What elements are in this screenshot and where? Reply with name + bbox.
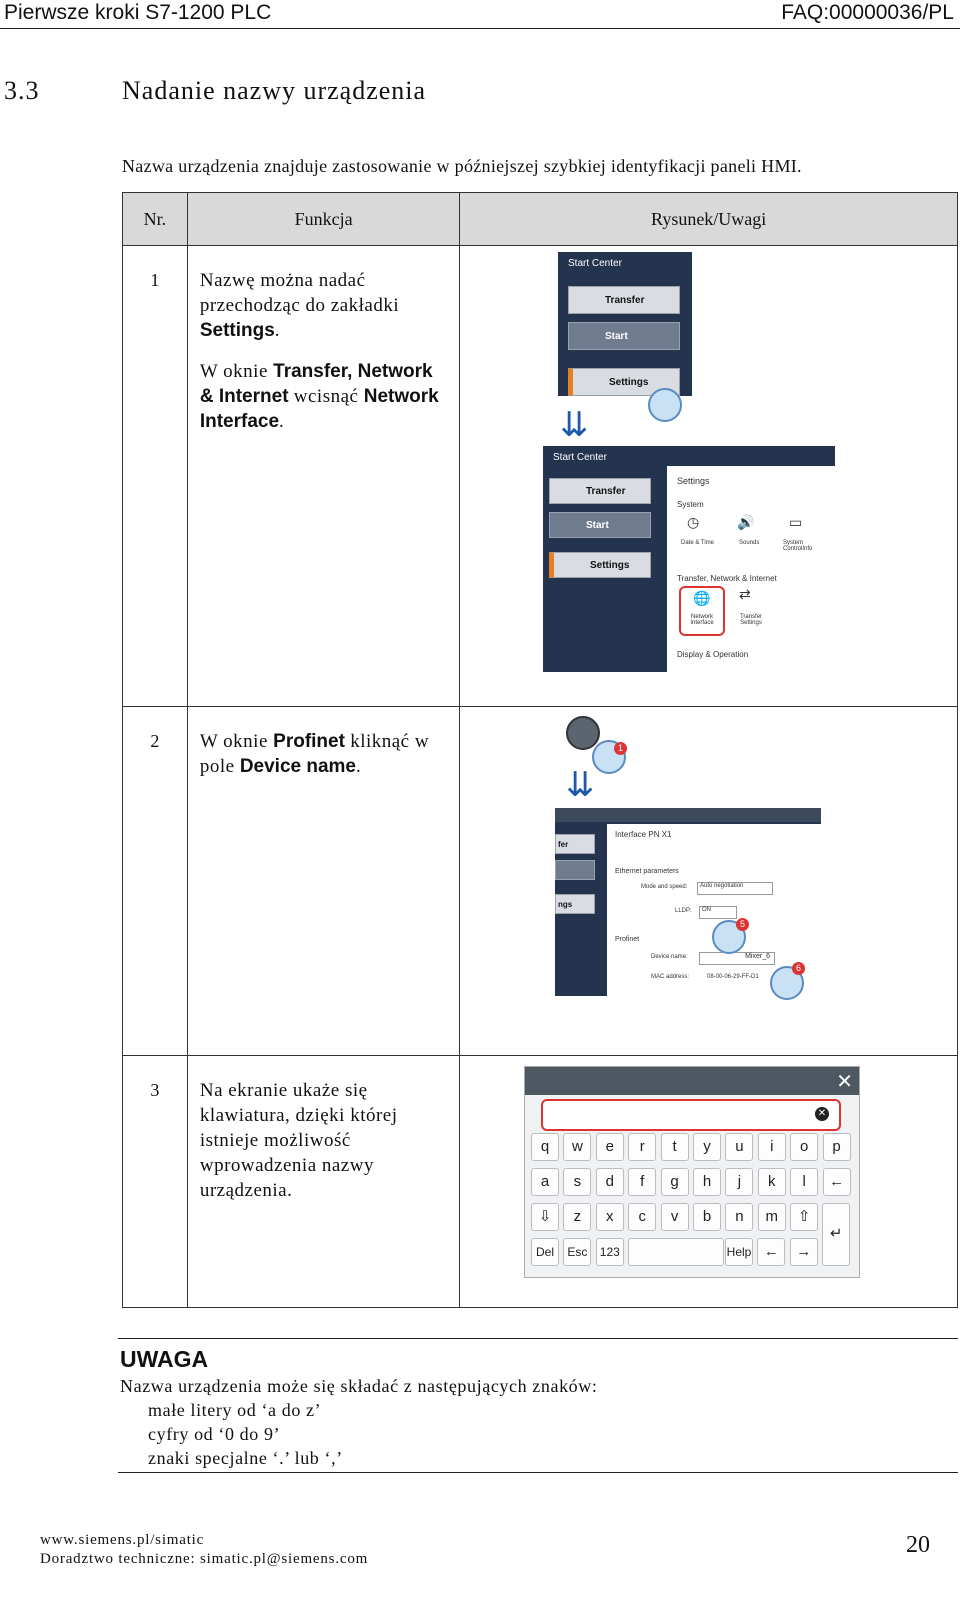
key[interactable]: g <box>661 1168 689 1196</box>
key[interactable]: v <box>661 1203 689 1231</box>
page-header <box>0 0 960 29</box>
key[interactable]: j <box>725 1168 753 1196</box>
settings-content <box>667 466 835 672</box>
bold-text: Network Interface <box>199 386 439 432</box>
note-text: Nazwa urządzenia może się składać z następujących znaków: <box>120 1376 598 1396</box>
transfer-settings-label: Transfer Settings <box>739 614 763 626</box>
key[interactable]: ⇩ <box>531 1203 559 1231</box>
speaker-icon: 🔊 <box>737 514 755 530</box>
key[interactable]: f <box>628 1168 656 1196</box>
footer-url: www.siemens.pl/simatic <box>40 1532 205 1548</box>
text: W oknie <box>199 731 274 752</box>
header-faq-id: FAQ:00000036/PL <box>781 1 954 24</box>
settings-button[interactable]: Settings <box>568 368 680 396</box>
intro-text: Nazwa urządzenia znajduje zastosowanie w późniejszej szybkiej identyfikacji paneli HMI. <box>122 156 802 176</box>
row-number: 1 <box>123 246 188 707</box>
text: kliknąć w pole <box>199 731 430 777</box>
device-name-field[interactable]: Mixer_6 <box>699 952 775 965</box>
note-item: cyfry od ‘0 do 9’ <box>148 1424 281 1444</box>
key[interactable]: u <box>725 1133 753 1161</box>
step-badge-1: 1 <box>614 742 627 755</box>
text: W oknie <box>199 361 274 382</box>
start-button[interactable]: Start <box>568 322 680 350</box>
row-function <box>187 707 460 1056</box>
bold-text: Settings <box>199 320 275 341</box>
col-header-nr: Nr. <box>123 193 188 246</box>
key[interactable]: z <box>563 1203 591 1231</box>
transfer-settings-icon: ⇄ <box>739 586 751 602</box>
lldp-label: LLDP: <box>675 908 692 914</box>
close-icon[interactable]: ✕ <box>836 1069 853 1093</box>
footer-support: Doradztwo techniczne: simatic.pl@siemens.com <box>40 1551 369 1567</box>
row-number: 3 <box>123 1056 188 1308</box>
enter-key[interactable]: ↵ <box>822 1203 850 1266</box>
key[interactable]: l <box>790 1168 818 1196</box>
space-key[interactable] <box>628 1238 724 1266</box>
delete-key[interactable]: Del <box>531 1238 559 1266</box>
page-number: 20 <box>906 1532 930 1558</box>
note-item: małe litery od ‘a do z’ <box>148 1400 322 1420</box>
double-chevron-down-icon: ⇊ <box>566 765 595 805</box>
clear-icon[interactable]: ✕ <box>815 1107 829 1121</box>
lldp-toggle[interactable]: ON <box>699 906 737 919</box>
key[interactable]: p <box>823 1133 851 1161</box>
key[interactable]: b <box>693 1203 721 1231</box>
date-time-label: Date & Time <box>681 540 715 546</box>
device-name-label: Device name: <box>651 954 688 960</box>
system-control-label: System ControlInfo <box>783 540 813 552</box>
key[interactable]: e <box>596 1133 624 1161</box>
text: wcisnąć <box>288 386 364 407</box>
panel-title: Start Center <box>553 452 607 463</box>
key[interactable]: i <box>758 1133 786 1161</box>
key[interactable]: r <box>628 1133 656 1161</box>
row-function <box>187 246 460 707</box>
bold-text: Transfer, Network & Internet <box>199 361 433 407</box>
section-title: Nadanie nazwy urządzenia <box>122 76 427 105</box>
step-badge-6: 6 <box>792 962 805 975</box>
transfer-button[interactable]: Transfer <box>549 478 651 504</box>
col-header-function: Funkcja <box>187 193 460 246</box>
mac-value: 08-00-06-29-FF-D1 <box>707 974 759 980</box>
section-number: 3.3 <box>4 76 40 105</box>
system-heading: System <box>677 500 704 509</box>
text: . <box>356 756 362 777</box>
mac-label: MAC address: <box>651 974 690 980</box>
key[interactable]: k <box>758 1168 786 1196</box>
network-interface-tile[interactable] <box>679 586 725 636</box>
side-settings-button[interactable]: ngs <box>555 894 595 914</box>
table-row <box>123 707 958 1056</box>
key[interactable]: ⇧ <box>790 1203 818 1231</box>
globe-icon: 🌐 <box>693 590 711 606</box>
key[interactable]: o <box>790 1133 818 1161</box>
transfer-button[interactable]: Transfer <box>568 286 680 314</box>
note-title: UWAGA <box>120 1346 209 1372</box>
profinet-heading: Profinet <box>615 936 640 943</box>
step-badge-5: 5 <box>736 918 749 931</box>
key[interactable]: h <box>693 1168 721 1196</box>
globe-icon <box>566 716 600 750</box>
text: . <box>279 411 285 432</box>
col-header-figure: Rysunek/Uwagi <box>460 193 958 246</box>
display-operation-heading: Display & Operation <box>677 650 749 659</box>
start-center-panel-large <box>543 446 835 672</box>
clock-icon: ◷ <box>687 514 700 530</box>
table-header-row <box>123 193 958 246</box>
escape-key[interactable]: Esc <box>563 1238 591 1266</box>
network-interface-label: Network Interface <box>690 614 714 626</box>
key[interactable]: a <box>531 1168 559 1196</box>
interface-title: Interface PN X1 <box>615 830 672 839</box>
side-start-button[interactable] <box>555 860 595 880</box>
left-arrow-key[interactable]: ← <box>757 1238 785 1266</box>
start-center-panel-small <box>558 252 692 396</box>
row-number: 2 <box>123 707 188 1056</box>
ethernet-heading: Ethernet parameters <box>615 868 679 875</box>
panel-title: Start Center <box>568 258 622 269</box>
side-transfer-button[interactable]: fer <box>555 834 595 854</box>
pointing-hand-icon <box>648 388 682 422</box>
divider <box>118 1338 958 1339</box>
bold-text: Device name <box>239 756 356 777</box>
window-titlebar <box>555 808 821 822</box>
text: Nazwę można nadać przechodząc do zakładki <box>199 270 400 316</box>
text: . <box>274 320 281 341</box>
onscreen-keyboard <box>524 1066 860 1278</box>
key[interactable]: c <box>628 1203 656 1231</box>
keyboard-input-field[interactable] <box>541 1099 841 1131</box>
key[interactable]: y <box>693 1133 721 1161</box>
key[interactable]: q <box>531 1133 559 1161</box>
key[interactable]: t <box>661 1133 689 1161</box>
key[interactable]: s <box>563 1168 591 1196</box>
numeric-key[interactable]: 123 <box>596 1238 624 1266</box>
sounds-label: Sounds <box>739 540 760 546</box>
divider <box>118 1472 958 1473</box>
tni-heading: Transfer, Network & Internet <box>677 574 777 583</box>
start-button[interactable]: Start <box>549 512 651 538</box>
bold-text: Profinet <box>273 731 345 752</box>
text: Na ekranie ukaże się klawiatura, dzięki której istnieje możliwość wprowadzenia nazwy urządzenia. <box>199 1080 398 1201</box>
help-key[interactable]: Help <box>725 1238 753 1266</box>
mode-select[interactable]: Auto negotiation <box>697 882 773 895</box>
key[interactable]: n <box>725 1203 753 1231</box>
key[interactable]: w <box>563 1133 591 1161</box>
settings-heading: Settings <box>677 476 710 486</box>
double-chevron-down-icon: ⇊ <box>560 405 589 445</box>
key[interactable]: ← <box>823 1168 851 1196</box>
settings-button[interactable]: Settings <box>549 552 651 578</box>
key[interactable]: m <box>758 1203 786 1231</box>
mode-label: Mode and speed: <box>641 884 688 890</box>
right-arrow-key[interactable]: → <box>790 1238 818 1266</box>
monitor-icon: ▭ <box>789 514 803 530</box>
key[interactable]: d <box>596 1168 624 1196</box>
row-function <box>187 1056 460 1308</box>
key[interactable]: x <box>596 1203 624 1231</box>
keyboard-titlebar <box>525 1067 859 1095</box>
header-doc-title: Pierwsze kroki S7-1200 PLC <box>4 1 272 24</box>
note-item: znaki specjalne ‘.’ lub ‘,’ <box>148 1448 343 1468</box>
